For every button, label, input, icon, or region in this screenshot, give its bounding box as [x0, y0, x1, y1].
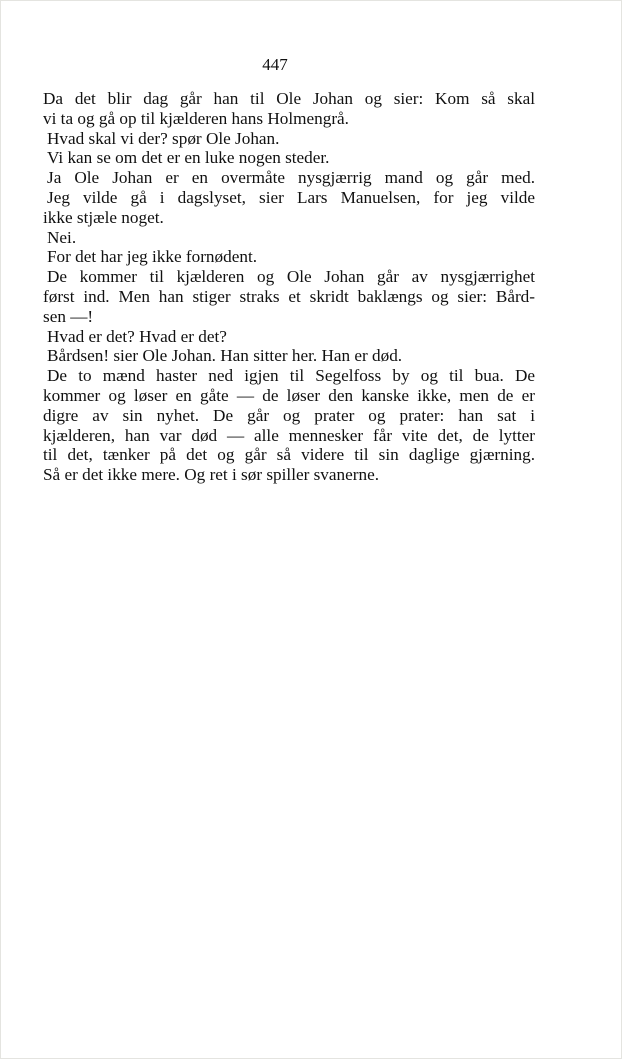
text-line: til det, tænker på det og går så videre til sin daglige gjærning. [43, 445, 535, 465]
text-line: Nei. [47, 227, 77, 247]
text-line: Hvad er det? Hvad er det? [47, 326, 227, 346]
text-line: Hvad skal vi der? spør Ole Johan. [47, 128, 280, 148]
text-line: De kommer til kjælderen og Ole Johan går av nysgjærrighet [47, 267, 535, 287]
text-line: Vi kan se om det er en luke nogen steder. [47, 148, 330, 168]
text-line: De to mænd haster ned igjen til Segelfoss by og til bua. De [47, 366, 535, 386]
text-line: kommer og løser en gåte — de løser den kanske ikke, men de er [43, 385, 535, 405]
text-line: Jeg vilde gå i dagslyset, sier Lars Manuelsen, for jeg vilde [47, 187, 535, 207]
text-line: Så er det ikke mere. Og ret i sør spiller svanerne. [43, 465, 379, 485]
text-line: ikke stjæle noget. [43, 207, 164, 227]
text-line: For det har jeg ikke fornødent. [47, 247, 258, 267]
body-text [43, 89, 535, 485]
text-line: Ja Ole Johan er en overmåte nysgjærrig mand og går med. [47, 168, 535, 188]
page-number: 447 [262, 55, 288, 74]
text-line: kjælderen, han var død — alle mennesker får vite det, de lytter [43, 425, 535, 445]
text-line: digre av sin nyhet. De går og prater og prater: han sat i [43, 405, 535, 425]
text-line: Da det blir dag går han til Ole Johan og sier: Kom så skal [43, 89, 535, 108]
text-line: først ind. Men han stiger straks et skridt baklængs og sier: Bård- [43, 286, 535, 306]
text-line: sen —! [43, 306, 94, 326]
text-line: vi ta og gå op til kjælderen hans Holmengrå. [43, 108, 349, 128]
text-line: Bårdsen! sier Ole Johan. Han sitter her. Han er død. [47, 346, 403, 366]
